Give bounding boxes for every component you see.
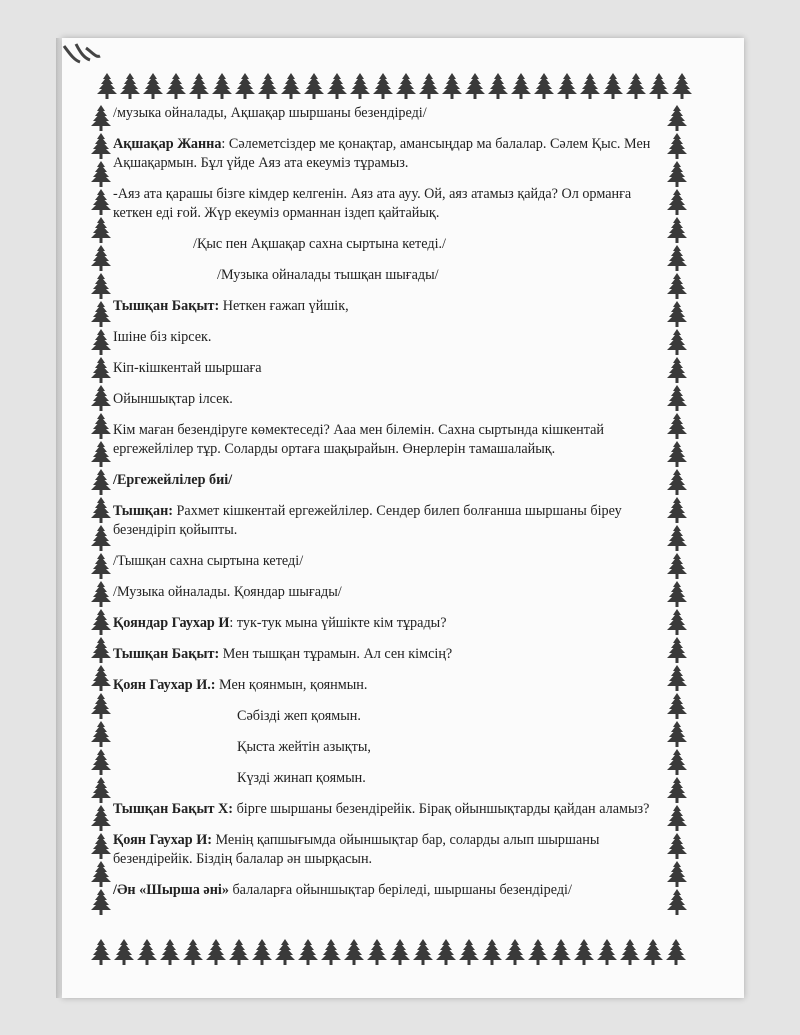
fir-tree-icon	[666, 860, 688, 888]
fir-tree-icon	[90, 328, 112, 356]
paragraph-text: бірге шыршаны безендірейік. Бірақ ойыншықтарды қайдан аламыз?	[233, 801, 650, 817]
fir-tree-icon	[666, 440, 688, 468]
fir-tree-icon	[188, 72, 210, 100]
corner-scribble-decoration	[62, 40, 106, 70]
fir-tree-icon	[602, 72, 624, 100]
document-content	[113, 104, 653, 912]
fir-tree-icon	[90, 888, 112, 916]
speaker-label: /Ергежейлілер биі/	[113, 472, 233, 488]
fir-tree-icon	[119, 72, 141, 100]
fir-tree-icon	[136, 938, 158, 966]
paragraph	[113, 266, 653, 285]
fir-tree-icon	[625, 72, 647, 100]
fir-tree-icon	[90, 938, 112, 966]
paragraph	[113, 502, 653, 540]
fir-tree-icon	[666, 104, 688, 132]
fir-tree-icon	[251, 938, 273, 966]
fir-tree-icon	[90, 524, 112, 552]
speaker-label: /Ән «Шырша әні»	[113, 882, 229, 898]
paragraph-text: /Қыс пен Ақшақар сахна сыртына кетеді./	[193, 236, 446, 252]
paragraph	[113, 390, 653, 409]
fir-tree-icon	[142, 72, 164, 100]
speaker-label: Қоян Гаухар И.:	[113, 677, 216, 693]
fir-tree-icon	[90, 608, 112, 636]
paragraph	[113, 359, 653, 378]
fir-tree-icon	[165, 72, 187, 100]
fir-tree-icon	[556, 72, 578, 100]
fir-tree-icon	[666, 804, 688, 832]
fir-tree-icon	[666, 300, 688, 328]
fir-tree-icon	[90, 384, 112, 412]
paragraph-text: Мен тышқан тұрамын. Ал сен кімсің?	[219, 646, 453, 662]
paragraph-text: Ойыншықтар ілсек.	[113, 391, 233, 407]
fir-tree-icon	[619, 938, 641, 966]
fir-tree-icon	[90, 552, 112, 580]
fir-tree-icon	[90, 860, 112, 888]
paragraph	[113, 800, 653, 819]
fir-tree-icon	[159, 938, 181, 966]
fir-tree-icon	[372, 72, 394, 100]
fir-tree-icon	[666, 524, 688, 552]
fir-tree-icon	[666, 384, 688, 412]
fir-tree-icon	[666, 356, 688, 384]
fir-tree-icon	[90, 692, 112, 720]
fir-tree-icon	[464, 72, 486, 100]
paragraph	[113, 471, 653, 490]
fir-tree-icon	[458, 938, 480, 966]
fir-tree-icon	[90, 664, 112, 692]
paragraph-text: /Музыка ойналады. Қояндар шығады/	[113, 584, 342, 600]
fir-tree-icon	[303, 72, 325, 100]
fir-tree-icon	[533, 72, 555, 100]
fir-tree-icon	[182, 938, 204, 966]
fir-tree-icon	[343, 938, 365, 966]
paragraph	[113, 135, 653, 173]
paragraph-text: Рахмет кішкентай ергежейлілер. Сендер билеп болғанша шыршаны біреу безендіріп қойыпты.	[113, 503, 622, 538]
paragraph	[113, 881, 653, 900]
fir-tree-icon	[666, 468, 688, 496]
fir-tree-icon	[90, 804, 112, 832]
fir-tree-icon	[96, 72, 118, 100]
paragraph	[113, 328, 653, 347]
fir-tree-icon	[666, 552, 688, 580]
paragraph	[113, 738, 653, 757]
fir-tree-icon	[90, 468, 112, 496]
paragraph-text: Менің қапшығымда ойыншықтар бар, соларды алып шыршаны безендірейік. Біздің балалар ән шырқасын.	[113, 832, 600, 867]
speaker-label: Қоян Гаухар И:	[113, 832, 212, 848]
speaker-label: Тышқан:	[113, 503, 173, 519]
fir-tree-icon	[211, 72, 233, 100]
fir-tree-icon	[90, 412, 112, 440]
fir-tree-icon	[666, 132, 688, 160]
paragraph-text: балаларға ойыншықтар беріледі, шыршаны безендіреді/	[228, 882, 572, 898]
paragraph-text: Күзді жинап қоямын.	[237, 770, 366, 786]
fir-tree-icon	[666, 748, 688, 776]
fir-tree-icon	[666, 328, 688, 356]
fir-tree-icon	[666, 580, 688, 608]
fir-tree-icon	[418, 72, 440, 100]
fir-tree-icon	[642, 938, 664, 966]
paragraph-text: : тук-тук мына үйшікте кім тұрады?	[229, 615, 447, 631]
fir-tree-icon	[596, 938, 618, 966]
speaker-label: Тышқан Бақыт:	[113, 646, 220, 662]
fir-tree-icon	[90, 832, 112, 860]
paragraph-text: Сәбізді жеп қоямын.	[237, 708, 361, 724]
fir-tree-icon	[90, 748, 112, 776]
fir-tree-icon	[113, 938, 135, 966]
fir-tree-icon	[257, 72, 279, 100]
fir-tree-icon	[320, 938, 342, 966]
speaker-label: Тышқан Бақыт Х:	[113, 801, 234, 817]
fir-tree-icon	[90, 160, 112, 188]
fir-tree-icon	[389, 938, 411, 966]
paragraph-text: Кім маған безендіруге көмектеседі? Ааа мен білемін. Сахна сыртында кішкентай ергежейлілер тұр. Соларды ортаға шақырайын. Өнерлерін тамашалайық.	[113, 422, 605, 457]
fir-tree-icon	[441, 72, 463, 100]
paragraph-text: Ішіне біз кірсек.	[113, 329, 212, 345]
fir-tree-icon	[666, 664, 688, 692]
paragraph	[113, 583, 653, 602]
fir-tree-icon	[666, 776, 688, 804]
fir-tree-icon	[671, 72, 693, 100]
paragraph	[113, 614, 653, 633]
paragraph	[113, 185, 653, 223]
paragraph-text: : Сәлеметсіздер ме қонақтар, амансыңдар ма балалар. Сәлем Қыс. Мен Ақшақармын. Бұл үйде Аяз ата екеуміз тұрамыз.	[113, 136, 651, 171]
fir-tree-icon	[666, 720, 688, 748]
fir-tree-icon	[205, 938, 227, 966]
paragraph	[113, 235, 653, 254]
fir-tree-icon	[510, 72, 532, 100]
fir-tree-icon	[90, 776, 112, 804]
fir-tree-icon	[90, 720, 112, 748]
fir-tree-icon	[666, 272, 688, 300]
fir-tree-icon	[90, 272, 112, 300]
fir-tree-icon	[90, 636, 112, 664]
fir-tree-icon	[90, 104, 112, 132]
fir-tree-icon	[349, 72, 371, 100]
paragraph-text: /Музыка ойналады тышқан шығады/	[217, 267, 439, 283]
fir-tree-icon	[666, 608, 688, 636]
paragraph-text: Кіп-кішкентай шыршаға	[113, 360, 262, 376]
fir-tree-icon	[274, 938, 296, 966]
fir-tree-icon	[90, 244, 112, 272]
fir-tree-icon	[573, 938, 595, 966]
paragraph	[113, 552, 653, 571]
fir-tree-icon	[666, 692, 688, 720]
fir-tree-icon	[90, 496, 112, 524]
fir-tree-icon	[228, 938, 250, 966]
fir-tree-icon	[90, 300, 112, 328]
fir-tree-icon	[504, 938, 526, 966]
fir-tree-icon	[280, 72, 302, 100]
fir-tree-icon	[666, 496, 688, 524]
paragraph-text: Қыста жейтін азықты,	[237, 739, 371, 755]
fir-tree-icon	[579, 72, 601, 100]
fir-tree-icon	[666, 888, 688, 916]
paragraph	[113, 676, 653, 695]
paragraph	[113, 297, 653, 316]
fir-tree-icon	[90, 580, 112, 608]
paragraph-text: /музыка ойналады, Ақшақар шыршаны безендіреді/	[113, 105, 427, 121]
fir-tree-icon	[234, 72, 256, 100]
paragraph-text: /Тышқан сахна сыртына кетеді/	[113, 553, 304, 569]
paragraph-text: Неткен ғажап үйшік,	[219, 298, 349, 314]
fir-tree-icon	[297, 938, 319, 966]
fir-tree-icon	[90, 216, 112, 244]
fir-tree-icon	[90, 440, 112, 468]
fir-tree-icon	[648, 72, 670, 100]
fir-tree-icon	[666, 216, 688, 244]
fir-tree-icon	[666, 832, 688, 860]
fir-tree-icon	[90, 188, 112, 216]
fir-tree-icon	[435, 938, 457, 966]
fir-tree-icon	[366, 938, 388, 966]
fir-tree-icon	[395, 72, 417, 100]
paragraph-text: -Аяз ата қарашы бізге кімдер келгенін. Аяз ата ауу. Ой, аяз атамыз қайда? Ол орманға кеткен еді ғой. Жүр екеуміз орманнан іздеп қайтайық.	[113, 186, 632, 221]
fir-tree-icon	[666, 244, 688, 272]
fir-tree-icon	[550, 938, 572, 966]
fir-tree-icon	[527, 938, 549, 966]
fir-tree-icon	[326, 72, 348, 100]
paragraph	[113, 707, 653, 726]
fir-tree-icon	[666, 160, 688, 188]
speaker-label: Ақшақар Жанна	[113, 136, 222, 152]
speaker-label: Қояндар Гаухар И	[113, 615, 230, 631]
fir-tree-icon	[487, 72, 509, 100]
paragraph	[113, 831, 653, 869]
speaker-label: Тышқан Бақыт:	[113, 298, 220, 314]
fir-tree-icon	[481, 938, 503, 966]
fir-tree-icon	[666, 636, 688, 664]
paragraph	[113, 104, 653, 123]
fir-tree-icon	[666, 412, 688, 440]
paragraph-text: Мен қоянмын, қоянмын.	[215, 677, 368, 693]
fir-tree-icon	[90, 356, 112, 384]
fir-tree-icon	[665, 938, 687, 966]
paragraph	[113, 769, 653, 788]
fir-tree-icon	[412, 938, 434, 966]
paragraph	[113, 645, 653, 664]
fir-tree-icon	[90, 132, 112, 160]
paragraph	[113, 421, 653, 459]
fir-tree-icon	[666, 188, 688, 216]
